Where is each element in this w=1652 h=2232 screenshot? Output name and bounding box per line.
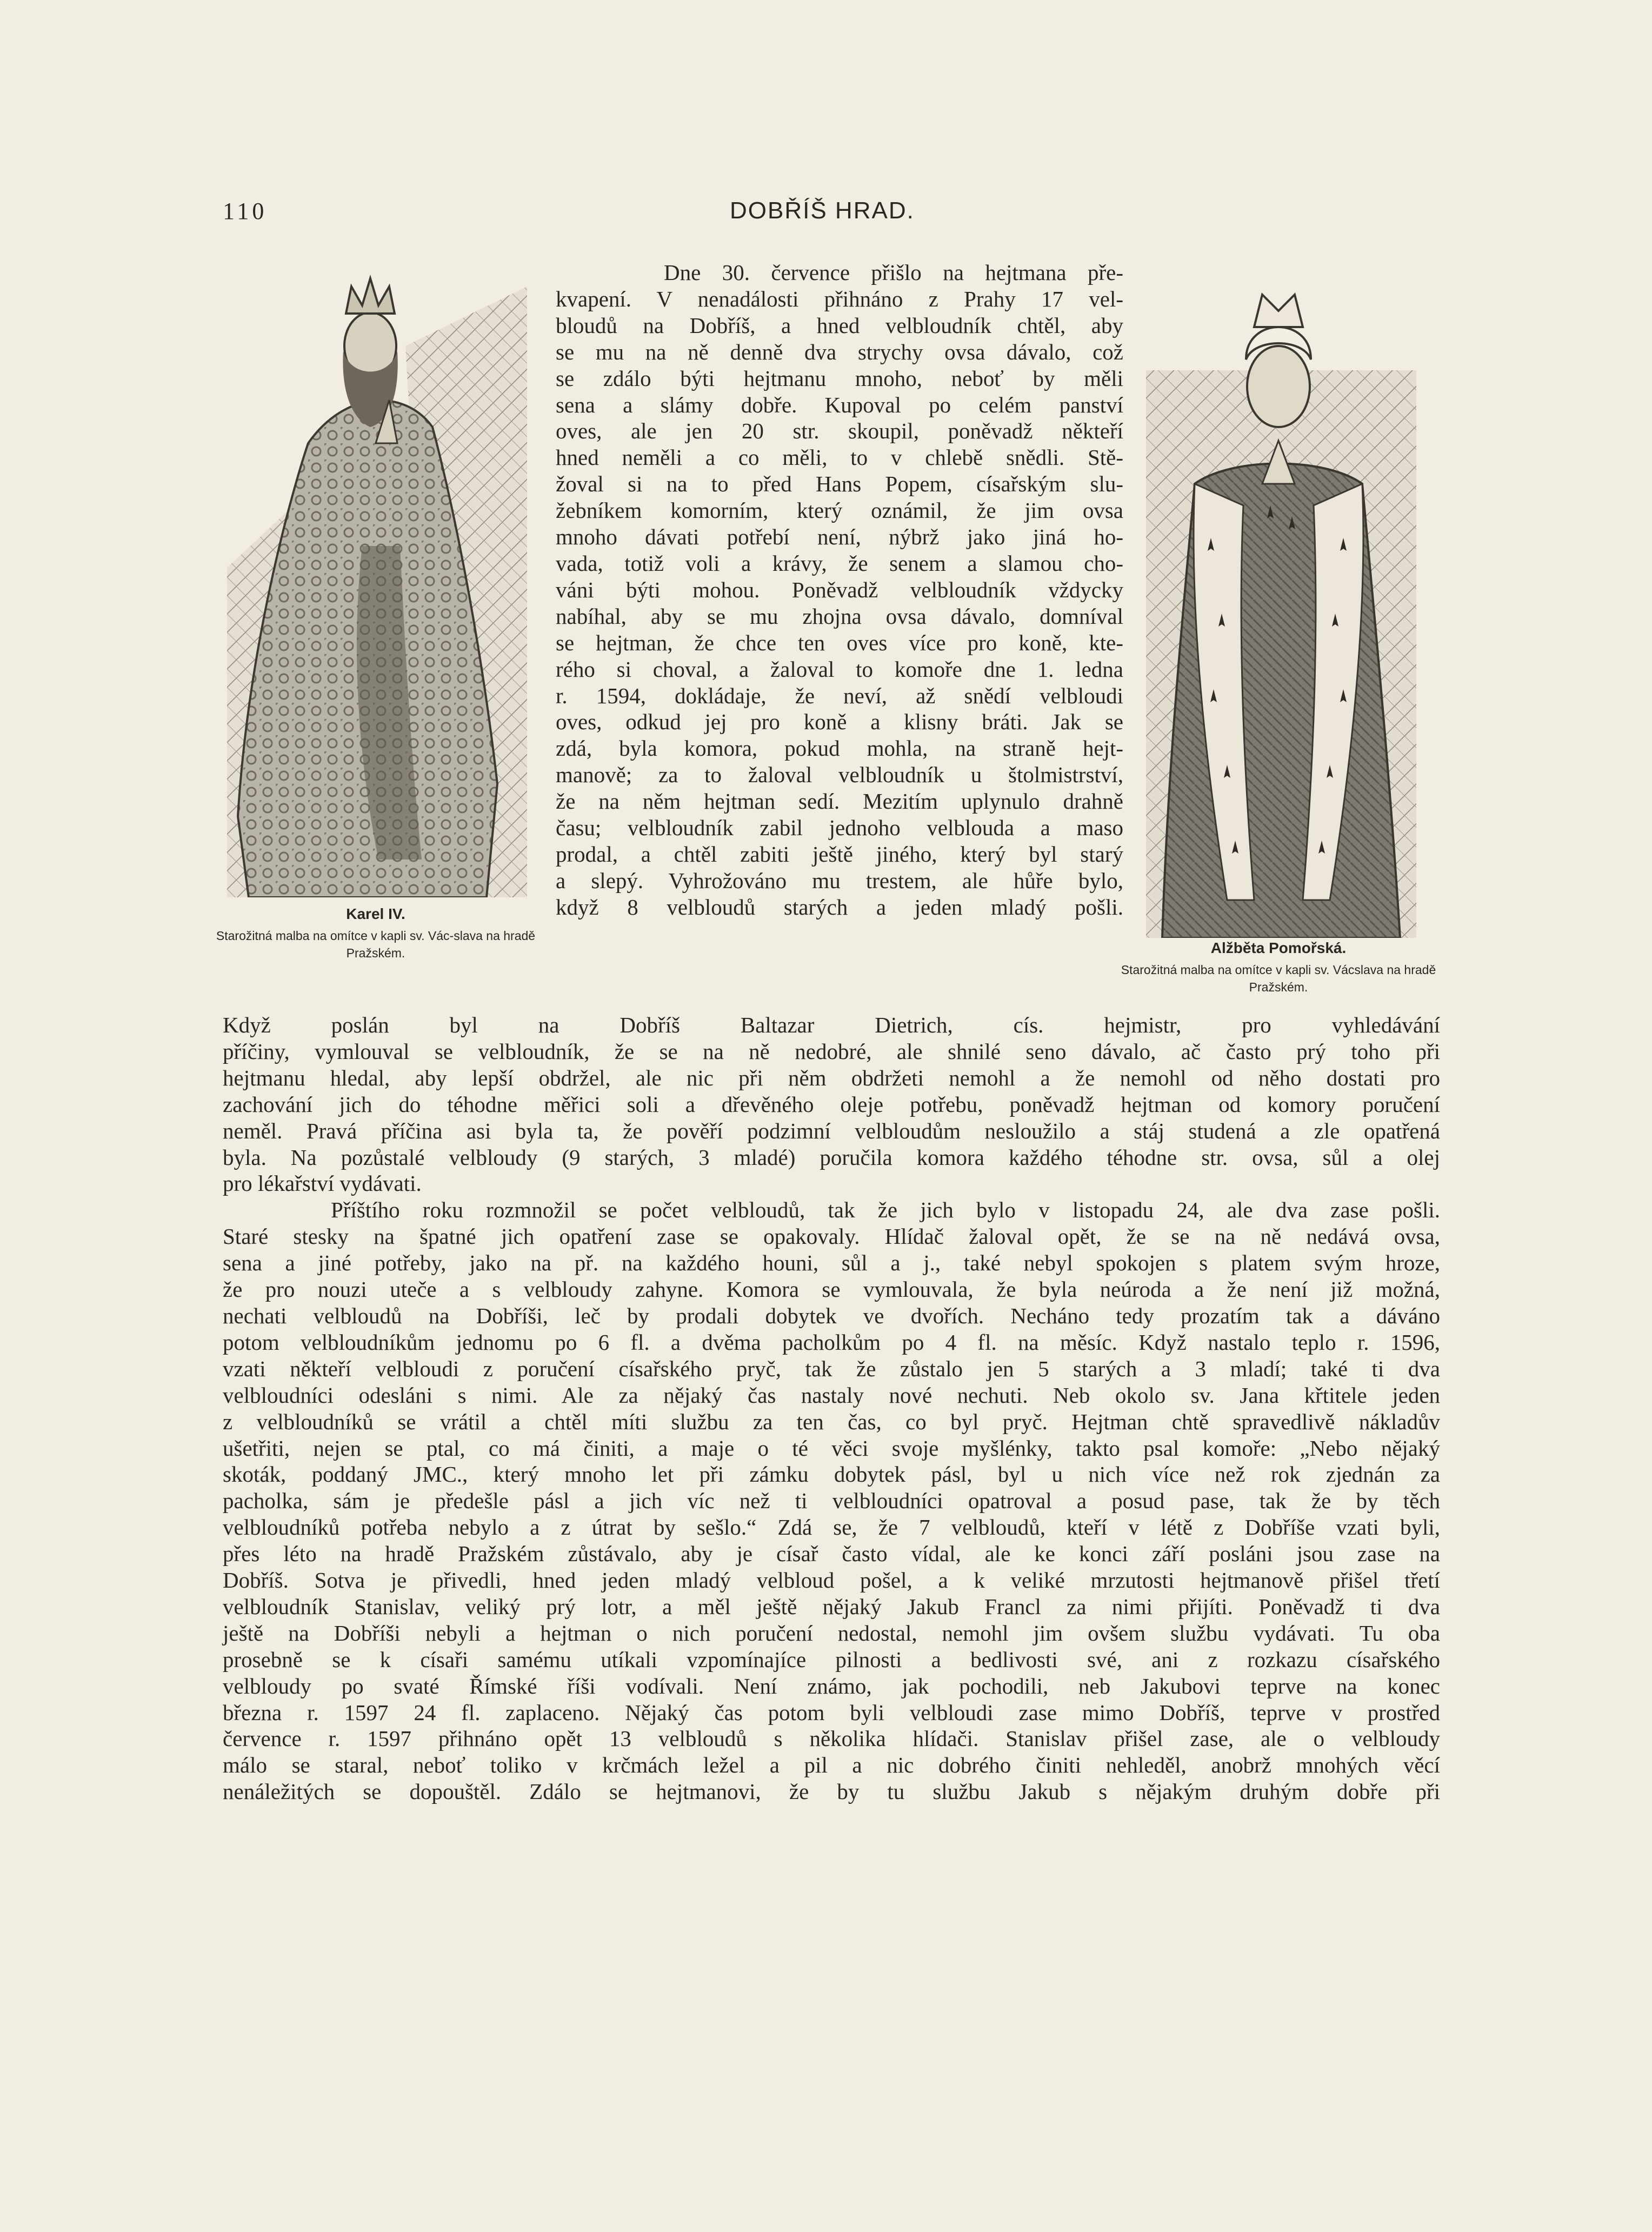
text-line: žoval si na to před Hans Popem, císařským slu- <box>556 471 1123 497</box>
text-line: ušetřiti, nejen se ptal, co má činiti, a maje o té věci svoje myšlénky, takto psal komoře: „Nebo nějaký <box>223 1435 1440 1461</box>
text-line: r. 1594, dokládaje, že neví, až snědí velbloudi <box>556 683 1123 708</box>
text-line: pacholka, sám je předešle pásl a jich víc než ti velbloudníci opatroval a posud pase, tak že by těch <box>223 1488 1440 1514</box>
text-line: zdá, byla komora, pokud mohla, na straně hejt- <box>556 736 1123 761</box>
text-line: velbloudníků potřeba nebylo a z útrat by sešlo.“ Zdá se, že 7 velbloudů, kteří v létě z Dobříše vzati byli, <box>223 1515 1440 1540</box>
text-line: hejtmanu hledal, aby lepší obdržel, ale nic při něm obdržeti nemohl a že nemohl od něho dostati pro <box>223 1065 1440 1090</box>
text-line: prosebně se k císaři samému utíkali vzpomínajíce pilnosti a bedlivosti své, ani z rozkazu císařského <box>223 1647 1440 1672</box>
page-title: DOBŘÍŠ HRAD. <box>730 197 915 224</box>
text-line: potom velbloudníkům jednomu po 6 fl. a dvěma pacholkům po 4 fl. na měsíc. Když nastalo teplo r. 1596, <box>223 1329 1440 1355</box>
text-line: když 8 velbloudů starých a jeden mladý pošli. <box>556 894 1123 920</box>
text-line: manově; za to žaloval velbloudník u štolmistrství, <box>556 762 1123 788</box>
text-line: mnoho dávati potřebí není, nýbrž jako jiná ho- <box>556 524 1123 550</box>
text-line: příčiny, vymlouval se velbloudník, že se na ně nedobré, ale shnilé seno dávalo, ač často prý toho při <box>223 1038 1440 1064</box>
caption-text: Starožitná malba na omítce v kapli sv. Vácslava na hradě Pražském. <box>1121 963 1436 994</box>
text-line: a slepý. Vyhrožováno mu trestem, ale hůře bylo, <box>556 868 1123 893</box>
text-line: neměl. Pravá příčina asi byla ta, že pověří podzimní velbloudům nesloužilo a stáj studená a zle opatřená <box>223 1118 1440 1143</box>
text-line: sena a jiné potřeby, jako na př. na každého houni, sůl a j., také nebyl spokojen s platem svým hroze, <box>223 1250 1440 1276</box>
alzbeta-pomorska-engraving <box>1146 278 1416 938</box>
text-line: přes léto na hradě Pražském zůstávalo, aby je císař často vídal, ale ke konci září posláni jsou zase na <box>223 1541 1440 1567</box>
figure-caption-left <box>214 905 538 962</box>
narrow-text-column <box>556 259 1123 921</box>
running-head <box>0 197 1652 230</box>
text-line: rého si choval, a žaloval to komoře dne 1. ledna <box>556 656 1123 682</box>
text-line: vzati někteří velbloudi z poručení císařského pryč, tak že zůstalo jen 5 starých a 3 mladí; také ti dva <box>223 1356 1440 1381</box>
caption-title: Alžběta Pomořská. <box>1210 940 1347 956</box>
text-line: sena a slámy dobře. Kupoval po celém panství <box>556 392 1123 417</box>
text-line: bloudů na Dobříš, a hned velbloudník chtěl, aby <box>556 312 1123 338</box>
text-line: kvapení. V nenadálosti přihnáno z Prahy 17 vel- <box>556 286 1123 311</box>
text-line: prodal, a chtěl zabiti ještě jiného, který byl starý <box>556 841 1123 867</box>
page-number: 110 <box>223 198 268 224</box>
text-line: byla. Na pozůstalé velbloudy (9 starých, 3 mladé) poručila komora každého téhodne str. ovsa, sůl a olej <box>223 1144 1440 1170</box>
figure-alzbeta-pomorska <box>1146 278 1416 938</box>
text-line: velbloudník Stanislav, veliký prý lotr, a měl ještě nějaký Jakub Francl za nimi přijíti. Poněvadž ti dva <box>223 1594 1440 1619</box>
text-line: Příštího roku rozmnožil se počet velbloudů, tak že jich bylo v listopadu 24, ale dva zase pošli. <box>331 1197 1440 1223</box>
text-line: velbloudy po svaté Římské říši vodívali. Není známo, jak pochodili, neb Jakubovi teprve na konec <box>223 1673 1440 1698</box>
caption-title: Karel IV. <box>346 905 405 922</box>
text-line: se hejtman, že chce ten oves více pro koně, kte- <box>556 630 1123 655</box>
text-line: oves, ale jen 20 str. skoupil, poněvadž někteří <box>556 418 1123 444</box>
text-line: skoták, poddaný JMC., který mnoho let při zámku dobytek pásl, byl u nich více než rok zjednán za <box>223 1462 1440 1487</box>
caption-text: Starožitná malba na omítce v kapli sv. Vác-slava na hradě Pražském. <box>216 929 536 960</box>
text-line: nenáležitých se dopouštěl. Zdálo se hejtmanovi, že by tu službu Jakub s nějakým druhým dobře při <box>223 1779 1440 1804</box>
text-line: Když poslán byl na Dobříš Baltazar Dietrich, cís. hejmistr, pro vyhledávání <box>223 1012 1440 1037</box>
text-line: nabíhal, aby se mu zhojna ovsa dávalo, domníval <box>556 603 1123 629</box>
text-line: Dne 30. července přišlo na hejtmana pře- <box>664 260 1123 285</box>
text-line: března r. 1597 24 fl. zaplaceno. Nějaký čas potom byli velbloudi zase mimo Dobříš, teprve v prostřed <box>223 1700 1440 1725</box>
full-width-text <box>223 1012 1440 1805</box>
text-line: Dobříš. Sotva je přivedli, hned jeden mladý velbloud pošel, a k veliké mrzutosti hejtmanově přišel třetí <box>223 1568 1440 1593</box>
text-line: že na něm hejtman sedí. Mezitím uplynulo drahně <box>556 789 1123 814</box>
text-line: vada, totiž voli a krávy, že senem a slamou cho- <box>556 550 1123 576</box>
text-line: z velbloudníků se vrátil a chtěl míti službu za ten čas, co byl pryč. Hejtman chtě spravedlivě nákladův <box>223 1409 1440 1434</box>
text-line: se mu na ně denně dva strychy ovsa dávalo, což <box>556 339 1123 364</box>
figure-caption-right <box>1116 940 1441 996</box>
text-line: pro lékařství vydávati. <box>223 1171 422 1196</box>
text-line: času; velbloudník zabil jednoho velblouda a maso <box>556 815 1123 841</box>
text-line: ještě na Dobříši nebyli a hejtman o nich poručení nedostal, nemohl jim ovšem službu vydávati. Tu oba <box>223 1620 1440 1645</box>
text-line: hned neměli a co měli, to v chlebě snědli. Stě- <box>556 445 1123 470</box>
text-line: žebníkem komorním, který oznámil, že jim ovsa <box>556 498 1123 523</box>
text-line: Staré stesky na špatné jich opatření zase se opakovaly. Hlídač žaloval opět, že se na ně nedává ovsa, <box>223 1224 1440 1249</box>
text-line: velbloudníci odesláni s nimi. Ale za nějaký čas nastaly nové nechuti. Neb okolo sv. Jana křtitele jeden <box>223 1382 1440 1408</box>
paragraph-2 <box>223 1197 1440 1805</box>
text-line: se zdálo býti hejtmanu mnoho, neboť by měli <box>556 365 1123 391</box>
text-line: července r. 1597 přihnáno opět 13 velbloudů s několika hlídači. Stanislav přišel zase, ale o velbloudy <box>223 1726 1440 1751</box>
text-line: že pro nouzi uteče a s velbloudy zahyne. Komora se vymlouvala, že byla neúroda a že není již možná, <box>223 1277 1440 1302</box>
text-line: váni býti mohou. Poněvadž velbloudník vždycky <box>556 577 1123 602</box>
paragraph-1 <box>223 1012 1440 1197</box>
text-line: oves, odkud jej pro koně a klisny bráti. Jak se <box>556 709 1123 735</box>
figure-karel-iv <box>227 265 527 897</box>
text-line: zachování jich do téhodne měřici soli a dřevěného oleje potřebu, poněvadž hejtman od komory poručení <box>223 1091 1440 1117</box>
text-line: málo se staral, neboť toliko v krčmách ležel a pil a nic dobrého činiti nehleděl, anobrž mnohých věcí <box>223 1753 1440 1778</box>
karel-iv-engraving <box>227 265 527 897</box>
text-line: nechati velbloudů na Dobříši, leč by prodali dobytek ve dvořích. Necháno tedy prozatím tak a dáváno <box>223 1303 1440 1328</box>
